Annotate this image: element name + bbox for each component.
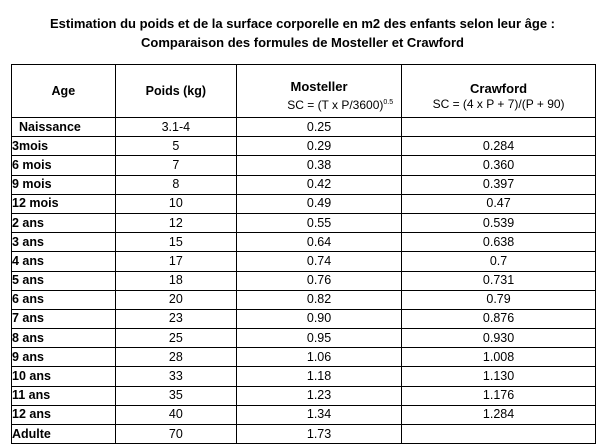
mosteller-cell: 0.42 xyxy=(236,175,401,194)
crawford-cell xyxy=(402,425,596,444)
crawford-cell: 0.7 xyxy=(402,252,596,271)
age-cell: 4 ans xyxy=(12,252,116,271)
crawford-cell: 0.731 xyxy=(402,271,596,290)
mosteller-cell: 1.06 xyxy=(236,348,401,367)
table-row xyxy=(12,367,596,386)
crawford-cell: 0.360 xyxy=(402,156,596,175)
table-row xyxy=(12,348,596,367)
crawford-cell: 0.638 xyxy=(402,233,596,252)
crawford-cell: 0.47 xyxy=(402,194,596,213)
poids-cell: 70 xyxy=(115,425,236,444)
age-cell: Adulte xyxy=(12,425,116,444)
crawford-name: Crawford xyxy=(470,80,528,96)
mosteller-cell: 0.38 xyxy=(236,156,401,175)
document-title xyxy=(0,14,605,52)
age-cell: 11 ans xyxy=(12,386,116,405)
age-cell: 7 ans xyxy=(12,309,116,328)
age-cell: 10 ans xyxy=(12,367,116,386)
crawford-cell: 0.284 xyxy=(402,137,596,156)
age-cell: 3mois xyxy=(12,137,116,156)
mosteller-exponent: 0.5 xyxy=(383,99,394,106)
mosteller-formula-text: SC = (T x P/3600) xyxy=(287,98,384,112)
poids-cell: 8 xyxy=(115,175,236,194)
age-cell: 8 ans xyxy=(12,329,116,348)
table-row xyxy=(12,405,596,424)
header-poids: Poids (kg) xyxy=(115,65,236,118)
poids-cell: 28 xyxy=(115,348,236,367)
poids-cell: 33 xyxy=(115,367,236,386)
age-cell: 2 ans xyxy=(12,213,116,232)
age-cell: 12 ans xyxy=(12,405,116,424)
header-age: Age xyxy=(12,65,116,118)
table-row xyxy=(12,137,596,156)
mosteller-cell: 0.76 xyxy=(236,271,401,290)
header-crawford xyxy=(402,65,596,118)
mosteller-cell: 1.18 xyxy=(236,367,401,386)
mosteller-cell: 0.49 xyxy=(236,194,401,213)
crawford-cell: 0.930 xyxy=(402,329,596,348)
poids-cell: 7 xyxy=(115,156,236,175)
poids-cell: 18 xyxy=(115,271,236,290)
crawford-cell: 1.008 xyxy=(402,348,596,367)
poids-cell: 20 xyxy=(115,290,236,309)
mosteller-cell: 0.64 xyxy=(236,233,401,252)
mosteller-cell: 0.25 xyxy=(236,118,401,137)
crawford-cell: 0.397 xyxy=(402,175,596,194)
mosteller-cell: 1.73 xyxy=(236,425,401,444)
table-row xyxy=(12,425,596,444)
table-row xyxy=(12,213,596,232)
table-row xyxy=(12,386,596,405)
age-cell: 9 mois xyxy=(12,175,116,194)
poids-cell: 10 xyxy=(115,194,236,213)
table-header xyxy=(12,65,596,118)
poids-cell: 35 xyxy=(115,386,236,405)
poids-cell: 23 xyxy=(115,309,236,328)
mosteller-name: Mosteller xyxy=(290,79,348,94)
crawford-cell: 1.130 xyxy=(402,367,596,386)
mosteller-cell: 0.74 xyxy=(236,252,401,271)
age-cell: 9 ans xyxy=(12,348,116,367)
header-row xyxy=(12,65,596,118)
poids-cell: 3.1-4 xyxy=(115,118,236,137)
poids-cell: 40 xyxy=(115,405,236,424)
header-mosteller xyxy=(236,65,401,118)
poids-cell: 5 xyxy=(115,137,236,156)
table-body xyxy=(12,118,596,444)
bsa-comparison-table xyxy=(11,64,596,444)
mosteller-formula xyxy=(237,95,401,113)
table-row xyxy=(12,233,596,252)
table-row xyxy=(12,290,596,309)
table-row xyxy=(12,156,596,175)
age-cell: 6 ans xyxy=(12,290,116,309)
crawford-cell: 0.876 xyxy=(402,309,596,328)
mosteller-cell: 1.34 xyxy=(236,405,401,424)
mosteller-cell: 0.29 xyxy=(236,137,401,156)
title-line-2: Comparaison des formules de Mosteller et Crawford xyxy=(141,35,464,50)
mosteller-cell: 0.82 xyxy=(236,290,401,309)
poids-cell: 12 xyxy=(115,213,236,232)
age-cell: 6 mois xyxy=(12,156,116,175)
table-row xyxy=(12,252,596,271)
crawford-cell: 0.539 xyxy=(402,213,596,232)
poids-cell: 17 xyxy=(115,252,236,271)
age-cell: 3 ans xyxy=(12,233,116,252)
table-row xyxy=(12,194,596,213)
crawford-formula: SC = (4 x P + 7)/(P + 90) xyxy=(432,96,565,111)
mosteller-cell: 0.95 xyxy=(236,329,401,348)
mosteller-cell: 1.23 xyxy=(236,386,401,405)
poids-cell: 25 xyxy=(115,329,236,348)
mosteller-cell: 0.90 xyxy=(236,309,401,328)
age-cell: 5 ans xyxy=(12,271,116,290)
poids-cell: 15 xyxy=(115,233,236,252)
crawford-cell xyxy=(402,118,596,137)
title-line-1: Estimation du poids et de la surface corporelle en m2 des enfants selon leur âge : xyxy=(50,16,555,31)
crawford-cell: 1.176 xyxy=(402,386,596,405)
table-row xyxy=(12,175,596,194)
table-row xyxy=(12,329,596,348)
mosteller-cell: 0.55 xyxy=(236,213,401,232)
table-row xyxy=(12,118,596,137)
crawford-cell: 0.79 xyxy=(402,290,596,309)
crawford-cell: 1.284 xyxy=(402,405,596,424)
age-cell: Naissance xyxy=(12,118,116,137)
age-cell: 12 mois xyxy=(12,194,116,213)
table-row xyxy=(12,271,596,290)
table-row xyxy=(12,309,596,328)
